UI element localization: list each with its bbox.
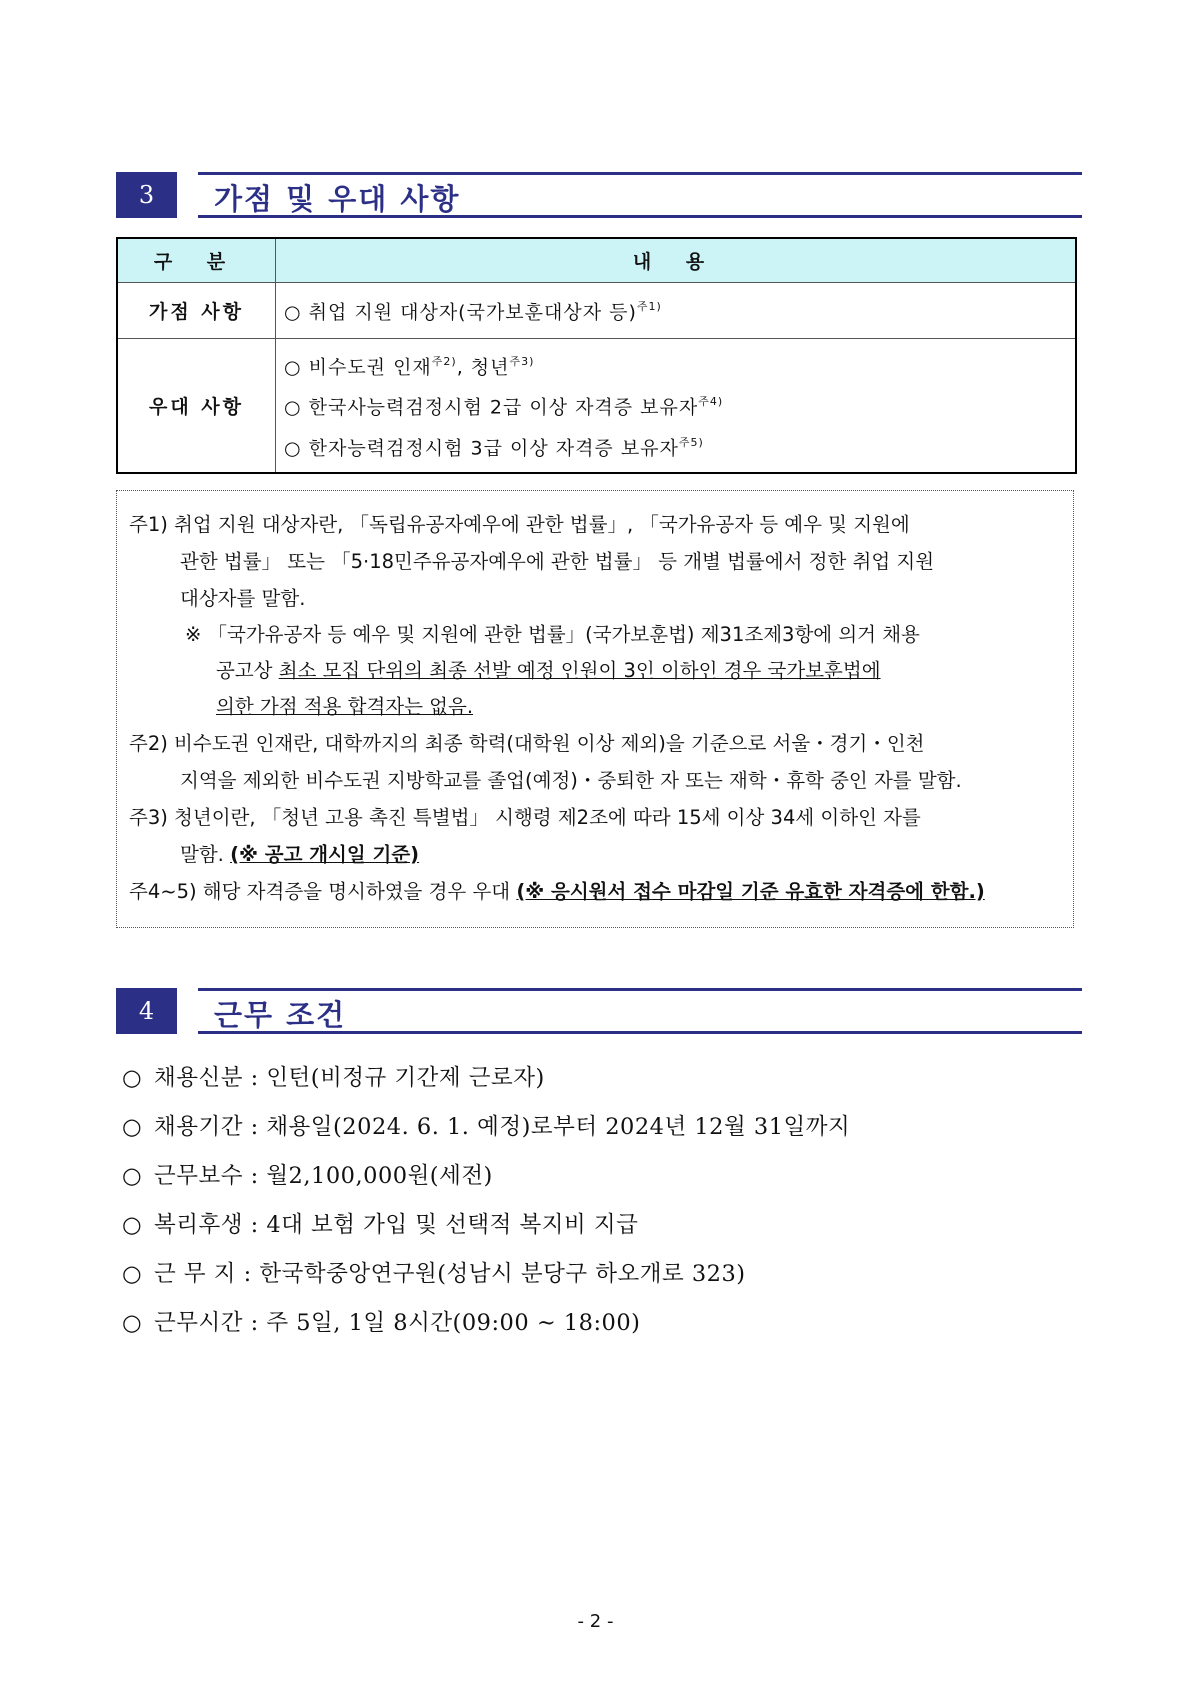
section-number: 3 <box>116 172 177 218</box>
footnote-ref: 주1) <box>636 300 662 314</box>
section-4-heading <box>116 988 1082 1034</box>
table-header-content: 내 용 <box>276 238 1077 283</box>
note-1-sub-line-3: 의한 가점 적용 합격자는 없음. <box>216 695 474 718</box>
page-number: - 2 - <box>577 1611 614 1632</box>
section-3-heading <box>116 172 1082 218</box>
heading-rule-top <box>198 172 1082 175</box>
footnote-ref: 주2) <box>431 355 457 368</box>
preference-item-2: ○ 한국사능력검정시험 2급 이상 자격증 보유자$^{주4)}$ <box>284 395 724 419</box>
row-label-preference: 우대 사항 <box>117 339 276 473</box>
preference-item-1: ○ 비수도권 인재$^{주2)}$, 청년$^{주3)}$ <box>284 355 535 379</box>
work-condition-item: ○ 근무보수 : 월2,100,000원(세전) <box>122 1163 493 1189</box>
note-2-line-2: 지역을 제외한 비수도권 지방학교를 졸업(예정)・중퇴한 자 또는 재학・휴학 중인 자를 말함. <box>180 769 962 792</box>
bullet-icon: ○ <box>122 1310 143 1336</box>
section-title: 가점 및 우대 사항 <box>214 182 461 216</box>
row-content-bonus <box>276 283 1077 339</box>
bullet-icon: ○ <box>122 1163 143 1189</box>
footnotes-box <box>116 490 1074 928</box>
row-content-preference <box>276 339 1077 473</box>
footnote-ref: 주3) <box>509 355 535 368</box>
work-condition-item: ○ 근무시간 : 주 5일, 1일 8시간(09:00 ~ 18:00) <box>122 1310 641 1336</box>
note-2-line-1: 주2) 비수도권 인재란, 대학까지의 최종 학력(대학원 이상 제외)을 기준으로 서울・경기・인천 <box>129 732 925 755</box>
work-condition-item: ○ 근 무 지 : 한국학중앙연구원(성남시 분당구 하오개로 323) <box>122 1261 746 1287</box>
note-1-line-3: 대상자를 말함. <box>180 587 306 610</box>
bullet-icon: ○ <box>122 1114 143 1140</box>
preference-item-3: ○ 한자능력검정시험 3급 이상 자격증 보유자$^{주5)}$ <box>284 435 704 459</box>
note-1-sub-line-1: ※ 「국가유공자 등 예우 및 지원에 관한 법률」(국가보훈법) 제31조제3항에 의거 채용 <box>185 623 920 646</box>
note-3-line-1: 주3) 청년이란, 「청년 고용 촉진 특별법」 시행령 제2조에 따라 15세 이상 34세 이하인 자를 <box>129 806 921 829</box>
section-title: 근무 조건 <box>214 998 347 1032</box>
bonus-preference-table <box>116 237 1077 474</box>
note-1-line-2: 관한 법률」 또는 「5·18민주유공자예우에 관한 법률」 등 개별 법률에서 정한 취업 지원 <box>180 550 935 573</box>
footnote-ref: 주4) <box>698 395 724 409</box>
row-label-bonus: 가점 사항 <box>117 283 276 339</box>
note-1-line-1: 주1) 취업 지원 대상자란, 「독립유공자예우에 관한 법률」, 「국가유공자 등 예우 및 지원에 <box>129 513 910 536</box>
bullet-icon: ○ <box>122 1212 143 1238</box>
bonus-item: ○ 취업 지원 대상자(국가보훈대상자 등) <box>284 301 637 324</box>
footnote-ref: 주5) <box>678 435 704 449</box>
bullet-icon: ○ <box>122 1065 143 1091</box>
note-3-line-2: 말함. (※ 공고 개시일 기준) <box>180 843 420 866</box>
section-number: 4 <box>116 988 177 1034</box>
heading-rule-top <box>198 988 1082 991</box>
work-condition-item: ○ 채용기간 : 채용일(2024. 6. 1. 예정)로부터 2024년 12월 31일까지 <box>122 1114 851 1140</box>
work-condition-item: ○ 채용신분 : 인턴(비정규 기간제 근로자) <box>122 1065 545 1091</box>
bullet-icon: ○ <box>122 1261 143 1287</box>
table-header-category: 구 분 <box>117 238 276 283</box>
work-condition-item: ○ 복리후생 : 4대 보험 가입 및 선택적 복지비 지급 <box>122 1212 639 1238</box>
note-4-5: 주4~5) 해당 자격증을 명시하였을 경우 우대 (※ 응시원서 접수 마감일 기준 유효한 자격증에 한함.) <box>129 880 985 903</box>
note-1-sub-line-2: 공고상 최소 모집 단위의 최종 선발 예정 인원이 3인 이하인 경우 국가보훈법에 <box>216 659 881 682</box>
